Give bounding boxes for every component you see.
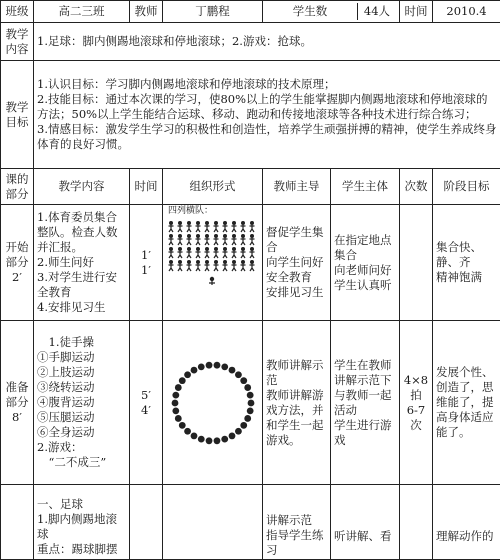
student-figure bbox=[250, 247, 255, 258]
warmup-row bbox=[1, 321, 500, 485]
col-count: 次数 bbox=[400, 169, 433, 205]
student-figure bbox=[232, 247, 237, 258]
student-dot bbox=[240, 377, 247, 384]
student-dot bbox=[190, 432, 197, 439]
content-label: 教学 内容 bbox=[1, 23, 34, 61]
student-dot bbox=[244, 384, 251, 391]
columns-row bbox=[1, 169, 500, 205]
goal-affective: 3.情感目标：激发学生学习的积极性和创造性，培养学生顽强拼搏的精神，使学生养成终身体育的良好习惯。 bbox=[37, 122, 497, 152]
goals-label: 教学 目标 bbox=[1, 61, 34, 169]
opening-student: 在指定地点集合 向老师问好 学生认真听 bbox=[331, 205, 400, 321]
student-figure bbox=[223, 260, 228, 271]
student-dot bbox=[246, 391, 253, 398]
student-figure bbox=[196, 247, 201, 258]
col-time: 时间 bbox=[130, 169, 163, 205]
student-figure bbox=[214, 260, 219, 271]
col-student: 学生主体 bbox=[331, 169, 400, 205]
time-value: 2010.4 bbox=[433, 1, 500, 23]
col-teacher: 教师主导 bbox=[263, 169, 331, 205]
student-figure bbox=[205, 234, 210, 245]
student-figure bbox=[241, 260, 246, 271]
header-row bbox=[1, 1, 500, 23]
time-label: 时间 bbox=[400, 1, 433, 23]
student-dot bbox=[228, 366, 235, 373]
goal-skill: 2.技能目标：通过本次课的学习，使80%以上的学生能掌握脚内侧踢地滚球和停地滚球的方法；50%以上学生能结合运球、移动、跑动和传接地滚球等各种技术进行综合练习； bbox=[37, 92, 497, 122]
student-dot bbox=[197, 363, 204, 370]
student-dot bbox=[172, 407, 179, 414]
opening-content: 1.体育委员集合整队。检查人数并汇报。 2.师生问好 3.对学生进行安全教育 4.安排见习生 bbox=[34, 205, 130, 321]
student-dot bbox=[174, 415, 181, 422]
basic-count bbox=[400, 485, 433, 560]
opening-row bbox=[1, 205, 500, 321]
student-dot bbox=[171, 399, 178, 406]
student-dot bbox=[247, 399, 254, 406]
warmup-goal: 发展个性、创造了，思维能了，提高身体适应能了。 bbox=[433, 321, 500, 485]
student-figure bbox=[241, 234, 246, 245]
warmup-student: 学生在教师讲解示范下与教师一起活动 学生进行游戏 bbox=[331, 321, 400, 485]
circle-formation-diagram bbox=[167, 357, 259, 449]
student-dot bbox=[240, 421, 247, 428]
student-figure bbox=[241, 221, 246, 232]
student-figure bbox=[187, 234, 192, 245]
student-dot bbox=[205, 361, 212, 368]
basic-row bbox=[1, 485, 500, 560]
student-figure bbox=[169, 221, 174, 232]
student-figure bbox=[187, 247, 192, 258]
student-figure bbox=[241, 247, 246, 258]
student-dot bbox=[197, 435, 204, 442]
student-figure bbox=[205, 260, 210, 271]
class-value: 高二三班 bbox=[34, 1, 130, 23]
content-row bbox=[1, 23, 500, 61]
student-figure bbox=[196, 234, 201, 245]
warmup-time: 5′ 4′ bbox=[130, 321, 163, 485]
student-figure bbox=[169, 247, 174, 258]
student-dot bbox=[228, 432, 235, 439]
student-dot bbox=[244, 415, 251, 422]
students-value: 44人 bbox=[358, 4, 396, 19]
formation-caption: 四列横队： bbox=[168, 206, 259, 217]
student-dot bbox=[235, 427, 242, 434]
basic-time bbox=[130, 485, 163, 560]
four-row-formation-diagram bbox=[166, 217, 258, 287]
goals-row bbox=[1, 61, 500, 169]
student-figure bbox=[178, 247, 183, 258]
student-figure bbox=[223, 234, 228, 245]
goal-cognitive: 1.认识目标：学习脚内侧踢地滚球和停地滚球的技术原理； bbox=[37, 77, 497, 92]
student-dot bbox=[221, 435, 228, 442]
student-figure bbox=[223, 247, 228, 258]
teacher-figure bbox=[209, 277, 215, 285]
student-dot bbox=[178, 377, 185, 384]
basic-content: 一、足球 1.脚内侧踢地滚球 重点：踢球脚摆 bbox=[34, 485, 130, 560]
student-figure bbox=[178, 221, 183, 232]
warmup-part: 准备 部分 8′ bbox=[1, 321, 34, 485]
basic-student: 听讲解、看 bbox=[331, 485, 400, 560]
opening-goal: 集合快、静、齐 精神饱满 bbox=[433, 205, 500, 321]
opening-organization bbox=[163, 205, 263, 321]
student-figure bbox=[214, 234, 219, 245]
student-figure bbox=[205, 247, 210, 258]
basic-part bbox=[1, 485, 34, 560]
student-figure bbox=[205, 221, 210, 232]
student-figure bbox=[196, 260, 201, 271]
basic-goal: 理解动作的 bbox=[433, 485, 500, 560]
student-figure bbox=[232, 260, 237, 271]
warmup-organization bbox=[163, 321, 263, 485]
student-figure bbox=[214, 247, 219, 258]
opening-count bbox=[400, 205, 433, 321]
goals-text bbox=[34, 61, 500, 169]
col-part: 课的 部分 bbox=[1, 169, 34, 205]
student-figure bbox=[187, 260, 192, 271]
opening-time: 1′ 1′ bbox=[130, 205, 163, 321]
student-figure bbox=[169, 234, 174, 245]
student-figure bbox=[250, 234, 255, 245]
student-dot bbox=[174, 384, 181, 391]
col-goal: 阶段目标 bbox=[433, 169, 500, 205]
opening-part: 开始 部分 2′ bbox=[1, 205, 34, 321]
student-figure bbox=[169, 260, 174, 271]
opening-teacher: 督促学生集合 向学生问好 安全教育 安排见习生 bbox=[263, 205, 331, 321]
student-dot bbox=[184, 427, 191, 434]
student-figure bbox=[178, 260, 183, 271]
col-content: 教学内容 bbox=[34, 169, 130, 205]
student-dot bbox=[235, 371, 242, 378]
warmup-teacher: 教师讲解示范 教师讲解游戏方法，并和学生一起游戏。 bbox=[263, 321, 331, 485]
basic-organization bbox=[163, 485, 263, 560]
student-dot bbox=[184, 371, 191, 378]
student-figure bbox=[214, 221, 219, 232]
student-dot bbox=[172, 391, 179, 398]
student-figure bbox=[223, 221, 228, 232]
student-dot bbox=[221, 363, 228, 370]
students-label: 学生数 bbox=[263, 3, 358, 20]
student-figure bbox=[187, 221, 192, 232]
class-label: 班级 bbox=[1, 1, 34, 23]
teacher-value: 丁鹏程 bbox=[163, 1, 263, 23]
col-organization: 组织形式 bbox=[163, 169, 263, 205]
student-dot bbox=[246, 407, 253, 414]
student-figure bbox=[196, 221, 201, 232]
student-figure bbox=[232, 221, 237, 232]
student-figure bbox=[178, 234, 183, 245]
students-count-cell bbox=[263, 1, 400, 23]
student-dot bbox=[178, 421, 185, 428]
student-dot bbox=[213, 437, 220, 444]
student-dot bbox=[213, 361, 220, 368]
student-dot bbox=[190, 366, 197, 373]
student-figure bbox=[232, 234, 237, 245]
teacher-label: 教师 bbox=[130, 1, 163, 23]
basic-teacher: 讲解示范 指导学生练习 bbox=[263, 485, 331, 560]
student-dot bbox=[205, 437, 212, 444]
student-figure bbox=[250, 260, 255, 271]
warmup-count: 4×8拍 6-7次 bbox=[400, 321, 433, 485]
content-text: 1.足球：脚内侧踢地滚球和停地滚球；2.游戏：抢球。 bbox=[34, 23, 500, 61]
warmup-content: 1.徒手操 ①手脚运动 ②上肢运动 ③绕转运动 ④腹背运动 ⑤压腿运动 ⑥全身运动 2.游戏： “二不成三” bbox=[34, 321, 130, 485]
student-figure bbox=[250, 221, 255, 232]
